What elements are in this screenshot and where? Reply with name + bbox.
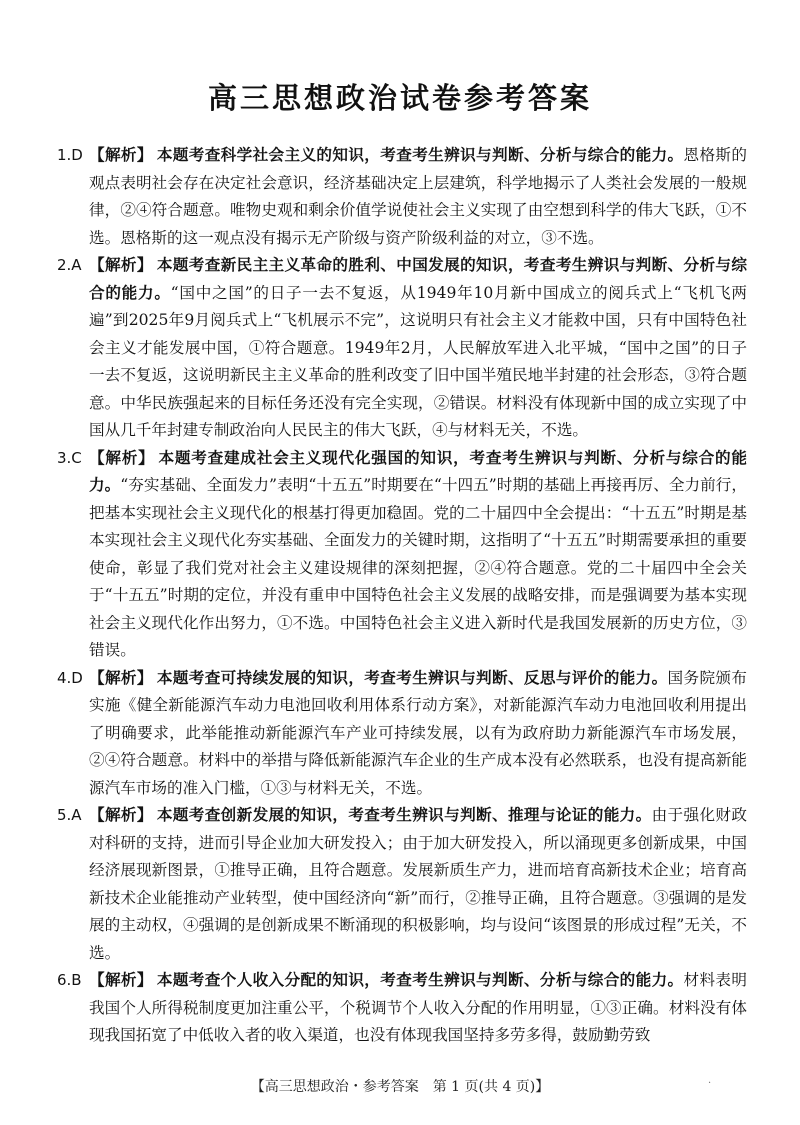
- answer-item-2: [57, 252, 747, 445]
- page-footer: 【高三思想政治・参考答案 第 1 页(共 4 页)】: [250, 1079, 550, 1095]
- analysis-body: “夯实基础、全面发力”表明“十五五”时期要在“十四五”时期的基础上再接再厉、全力前行，把基本实现社会主义现代化的根基打得更加稳固。党的二十届四中全会提出：“十五五”时期是基本实现社会主义现代化夯实基础、全面发力的关键时期，这指明了“十五五”时期需要承担的重要使命，彰显了我们党对社会主义建设规律的深刻把握，②④符合题意。党的二十届四中全会关于“十五五”时期的定位，并没有重申中国特色社会主义发展的战略安排，而是强调要为基本实现社会主义现代化作出努力，①不选。中国特色社会主义进入新时代是我国发展新的历史方位，③错误。: [89, 476, 747, 659]
- answer-number: 4.D: [57, 668, 83, 687]
- analysis-tag: 【解析】: [89, 146, 153, 164]
- analysis-body: “国中之国”的日子一去不复返，从1949年10月新中国成立的阅兵式上“飞机飞两遍”到2025年9月阅兵式上“飞机展示不完”，这说明只有社会主义才能救中国，只有中国特色社会主义才能发展中国，①符合题意。1949年2月，人民解放军进入北平城，“国中之国”的日子一去不复返，这说明新民主主义革命的胜利改变了旧中国半殖民地半封建的社会形态，③符合题意。中华民族强起来的目标任务还没有完全实现，②错误。材料没有体现新中国的成立实现了中国从几千年封建专制政治向人民民主的伟大飞跃，④与材料无关，不选。: [89, 283, 747, 439]
- analysis-lead: 本题考查建成社会主义现代化强国的知识，考查考生辨识与判断、分析与综合的能力。: [89, 448, 747, 494]
- answer-number: 6.B: [57, 971, 82, 989]
- analysis-tag: 【解析】: [89, 806, 153, 824]
- analysis-body: 材料表明我国个人所得税制度更加注重公平，个税调节个人收入分配的作用明显，①③正确。材料没有体现我国拓宽了中低收入者的收入渠道，也没有体现我国坚持多劳多得，鼓励勤劳致: [89, 971, 747, 1044]
- answer-number: 3.C: [57, 448, 82, 467]
- analysis-lead: 本题考查新民主主义革命的胜利、中国发展的知识，考查考生辨识与判断、分析与综合的能力。: [89, 256, 747, 302]
- corner-mark: ·: [708, 1078, 712, 1089]
- analysis-lead: 本题考查科学社会主义的知识，考查考生辨识与判断、分析与综合的能力。: [156, 146, 684, 164]
- analysis-lead: 本题考查创新发展的知识，考查考生辨识与判断、推理与论证的能力。: [156, 806, 652, 824]
- analysis-body: 恩格斯的观点表明社会存在决定社会意识，经济基础决定上层建筑，科学地揭示了人类社会发展的一般规律，②④符合题意。唯物史观和剩余价值学说使社会主义实现了由空想到科学的伟大飞跃，①不选。恩格斯的这一观点没有揭示无产阶级与资产阶级利益的对立，③不选。: [89, 146, 747, 247]
- answer-list: [57, 142, 747, 1050]
- answer-item-3: [57, 445, 747, 665]
- page-title: 高三思想政治试卷参考答案: [207, 81, 592, 115]
- analysis-lead: 本题考查个人收入分配的知识，考查考生辨识与判断、分析与综合的能力。: [156, 971, 684, 989]
- analysis-body: 由于强化财政对科研的支持，进而引导企业加大研发投入；由于加大研发投入，所以涌现更多创新成果，中国经济展现新图景，①推导正确，且符合题意。发展新质生产力，进而培育高新技术企业；培育高新技术企业能推动产业转型，使中国经济向“新”而行，②推导正确，且符合题意。③强调的是发展的主动权，④强调的是创新成果不断涌现的积极影响，均与设问“该图景的形成过程”无关，不选。: [89, 806, 747, 962]
- answer-item-6: [57, 967, 747, 1050]
- answer-item-1: [57, 142, 747, 252]
- analysis-tag: 【解析】: [89, 256, 153, 274]
- answer-item-4: [57, 665, 747, 803]
- answer-number: 1.D: [57, 146, 83, 164]
- analysis-lead: 本题考查可持续发展的知识，考查考生辨识与判断、反思与评价的能力。: [156, 668, 668, 687]
- analysis-tag: 【解析】: [89, 971, 153, 989]
- analysis-tag: 【解析】: [89, 668, 153, 687]
- answer-number: 2.A: [57, 256, 82, 274]
- analysis-body: 国务院颁布实施《健全新能源汽车动力电池回收利用体系行动方案》，对新能源汽车动力电池回收利用提出了明确要求，此举能推动新能源汽车产业可持续发展，以有为政府助力新能源汽车市场发展，②④符合题意。材料中的举措与降低新能源汽车企业的生产成本没有必然联系，也没有提高新能源汽车市场的准入门槛，①③与材料无关，不选。: [89, 668, 747, 797]
- answer-number: 5.A: [57, 806, 82, 824]
- answer-item-5: [57, 802, 747, 967]
- analysis-tag: 【解析】: [89, 448, 155, 467]
